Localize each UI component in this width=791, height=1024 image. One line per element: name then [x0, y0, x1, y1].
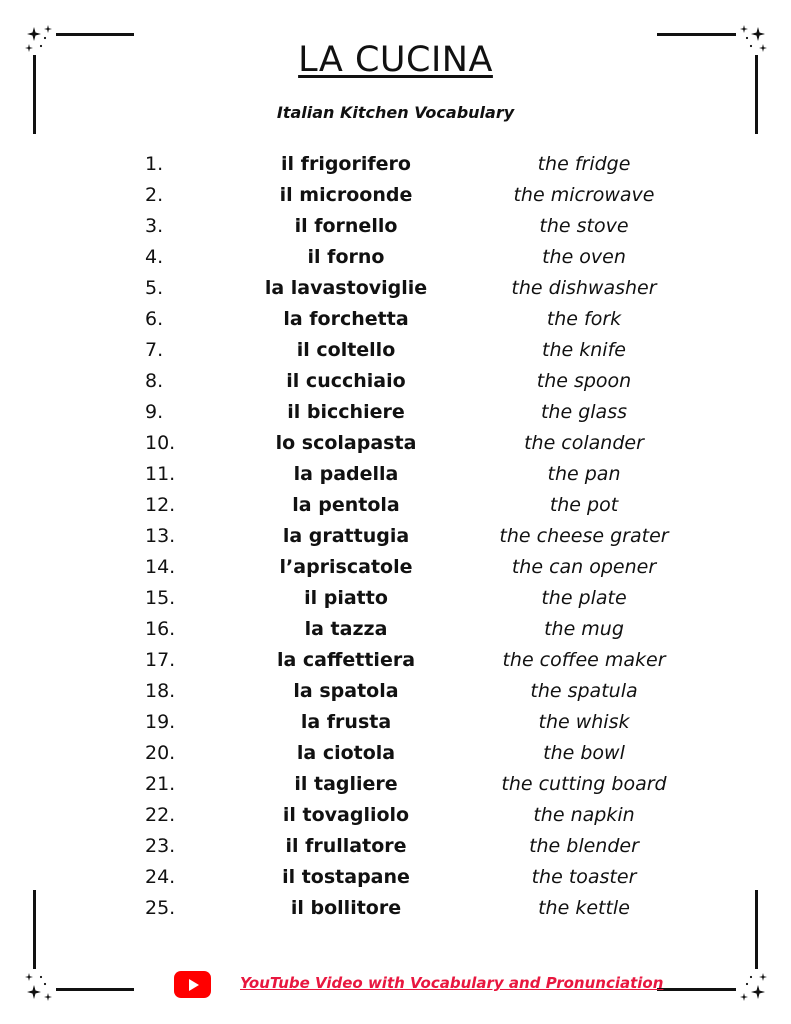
- item-number: 3.: [145, 215, 164, 237]
- vocab-row: [0, 583, 791, 614]
- english-translation: the can opener: [511, 556, 657, 578]
- italian-word: il forno: [307, 246, 385, 268]
- item-number: 24.: [145, 866, 176, 888]
- italian-word: il frigorifero: [281, 153, 411, 175]
- item-number: 5.: [145, 277, 164, 299]
- english-translation: the dishwasher: [511, 277, 657, 299]
- italian-word: il tostapane: [282, 866, 410, 888]
- vocab-row: [0, 335, 791, 366]
- vocab-row: [0, 211, 791, 242]
- english-translation: the plate: [541, 587, 627, 609]
- item-number: 8.: [145, 370, 164, 392]
- italian-word: lo scolapasta: [275, 432, 417, 454]
- vocab-row: [0, 552, 791, 583]
- vocab-row: [0, 738, 791, 769]
- vocab-row: [0, 707, 791, 738]
- italian-word: il fornello: [294, 215, 398, 237]
- item-number: 1.: [145, 153, 164, 175]
- item-number: 25.: [145, 897, 176, 919]
- frame-top-right-horizontal: [657, 33, 736, 36]
- english-translation: the spatula: [530, 680, 638, 702]
- frame-top-left-horizontal: [56, 33, 134, 36]
- italian-word: il bicchiere: [287, 401, 405, 423]
- english-translation: the glass: [540, 401, 627, 423]
- page-title: [0, 40, 791, 80]
- italian-word: la frusta: [300, 711, 392, 733]
- vocab-row: [0, 893, 791, 924]
- italian-word: la ciotola: [296, 742, 396, 764]
- item-number: 16.: [145, 618, 176, 640]
- italian-word: la lavastoviglie: [264, 277, 428, 299]
- italian-word: il tagliere: [294, 773, 398, 795]
- vocab-row: [0, 428, 791, 459]
- youtube-video-link[interactable]: YouTube Video with Vocabulary and Pronunciation: [240, 974, 664, 992]
- english-translation: the colander: [524, 432, 644, 454]
- italian-word: la grattugia: [282, 525, 410, 547]
- english-translation: the spoon: [536, 370, 632, 392]
- italian-word: il tovagliolo: [282, 804, 410, 826]
- italian-word: la tazza: [304, 618, 388, 640]
- vocab-row: [0, 676, 791, 707]
- english-translation: the pan: [547, 463, 621, 485]
- item-number: 6.: [145, 308, 164, 330]
- vocabulary-list: [0, 149, 791, 924]
- english-translation: the cheese grater: [499, 525, 669, 547]
- item-number: 12.: [145, 494, 176, 516]
- vocab-row: [0, 304, 791, 335]
- item-number: 11.: [145, 463, 176, 485]
- vocab-row: [0, 397, 791, 428]
- vocab-row: [0, 366, 791, 397]
- english-translation: the bowl: [543, 742, 625, 764]
- italian-word: la padella: [293, 463, 399, 485]
- page-subtitle: Italian Kitchen Vocabulary: [276, 103, 515, 122]
- vocab-row: [0, 490, 791, 521]
- english-translation: the fork: [546, 308, 622, 330]
- item-number: 23.: [145, 835, 176, 857]
- english-translation: the fridge: [537, 153, 631, 175]
- english-translation: the cutting board: [501, 773, 667, 795]
- english-translation: the coffee maker: [502, 649, 666, 671]
- italian-word: l’apriscatole: [279, 556, 413, 578]
- item-number: 19.: [145, 711, 176, 733]
- vocab-row: [0, 149, 791, 180]
- english-translation: the whisk: [538, 711, 630, 733]
- english-translation: the mug: [544, 618, 624, 640]
- item-number: 14.: [145, 556, 176, 578]
- item-number: 13.: [145, 525, 176, 547]
- item-number: 2.: [145, 184, 164, 206]
- item-number: 4.: [145, 246, 164, 268]
- vocab-row: [0, 459, 791, 490]
- item-number: 10.: [145, 432, 176, 454]
- vocab-row: [0, 769, 791, 800]
- english-translation: the stove: [539, 215, 629, 237]
- item-number: 21.: [145, 773, 176, 795]
- item-number: 22.: [145, 804, 176, 826]
- vocab-row: [0, 831, 791, 862]
- vocab-row: [0, 862, 791, 893]
- item-number: 15.: [145, 587, 176, 609]
- item-number: 17.: [145, 649, 176, 671]
- english-translation: the blender: [529, 835, 639, 857]
- vocab-row: [0, 645, 791, 676]
- english-translation: the kettle: [538, 897, 630, 919]
- item-number: 7.: [145, 339, 164, 361]
- english-translation: the pot: [549, 494, 619, 516]
- english-translation: the knife: [542, 339, 626, 361]
- italian-word: il microonde: [279, 184, 413, 206]
- italian-word: il frullatore: [285, 835, 407, 857]
- italian-word: il coltello: [296, 339, 396, 361]
- vocab-row: [0, 521, 791, 552]
- vocab-row: [0, 614, 791, 645]
- english-translation: the oven: [542, 246, 626, 268]
- italian-word: la spatola: [293, 680, 399, 702]
- footer: [0, 970, 791, 1000]
- vocab-row: [0, 180, 791, 211]
- vocab-row: [0, 273, 791, 304]
- item-number: 20.: [145, 742, 176, 764]
- italian-word: la pentola: [292, 494, 400, 516]
- italian-word: il cucchiaio: [286, 370, 406, 392]
- italian-word: il piatto: [304, 587, 388, 609]
- italian-word: la caffettiera: [276, 649, 416, 671]
- item-number: 9.: [145, 401, 164, 423]
- italian-word: la forchetta: [283, 308, 409, 330]
- vocab-row: [0, 242, 791, 273]
- english-translation: the toaster: [531, 866, 637, 888]
- youtube-icon[interactable]: [174, 971, 211, 998]
- item-number: 18.: [145, 680, 176, 702]
- page-title-text: LA CUCINA: [298, 40, 493, 80]
- italian-word: il bollitore: [290, 897, 402, 919]
- english-translation: the microwave: [513, 184, 655, 206]
- vocab-row: [0, 800, 791, 831]
- english-translation: the napkin: [533, 804, 635, 826]
